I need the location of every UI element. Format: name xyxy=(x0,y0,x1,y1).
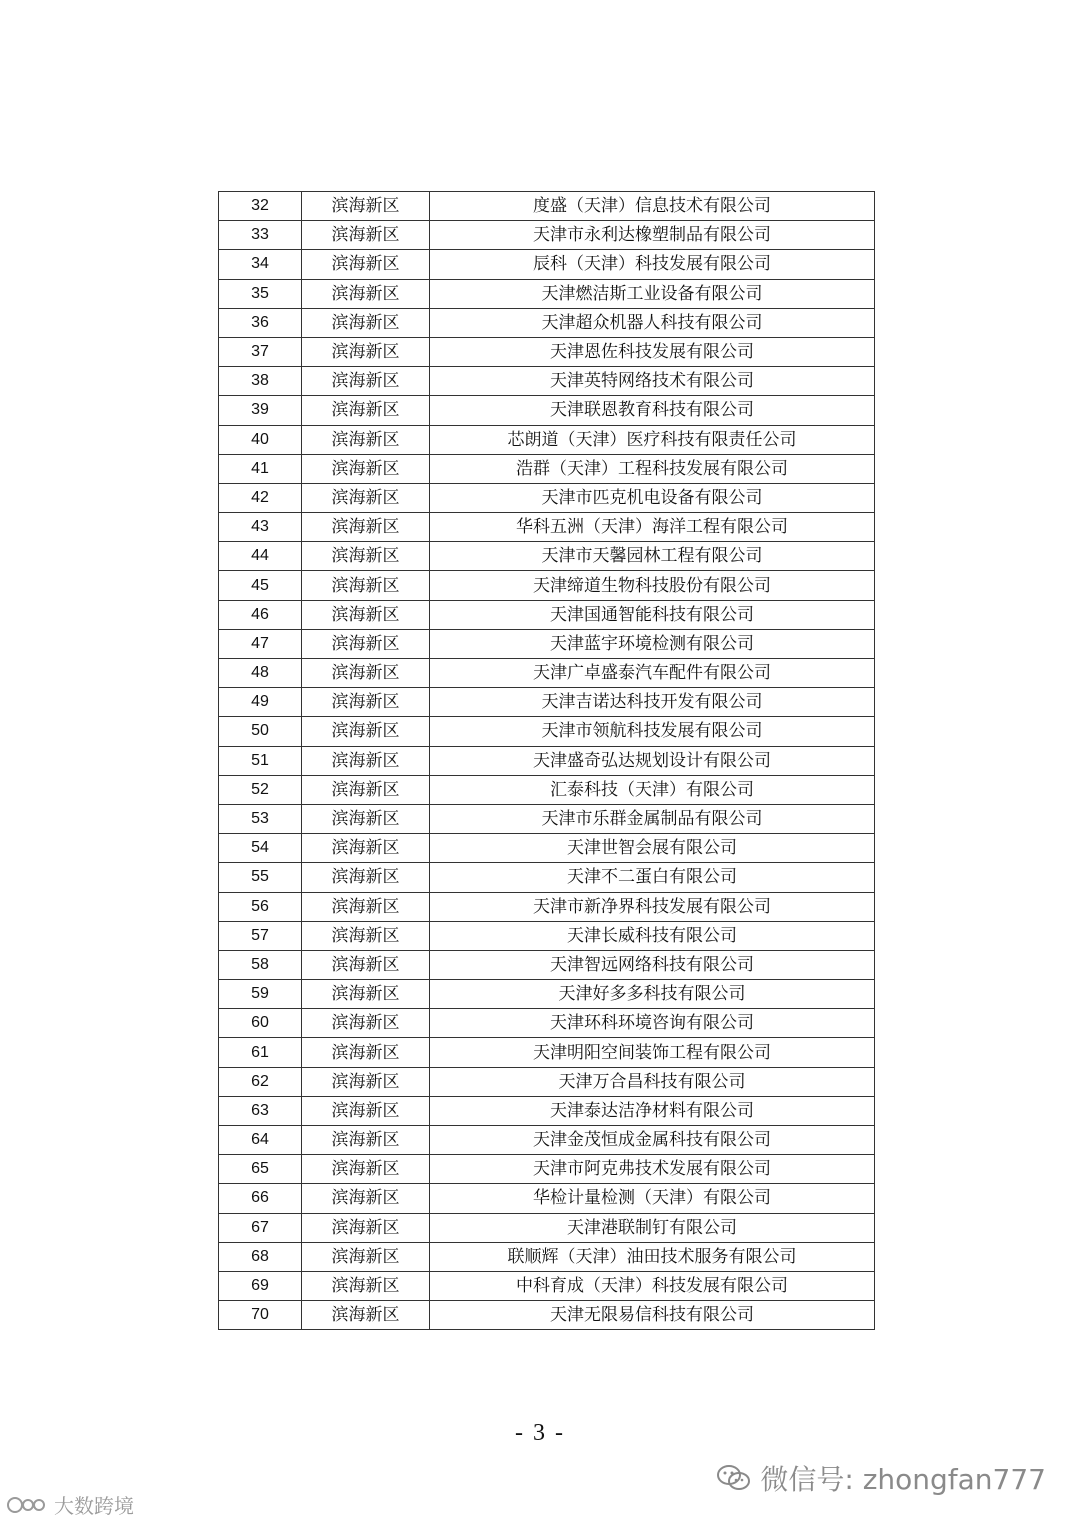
row-company: 天津长威科技有限公司 xyxy=(430,921,875,950)
row-district: 滨海新区 xyxy=(302,629,430,658)
row-district: 滨海新区 xyxy=(302,1301,430,1330)
row-company: 天津盛奇弘达规划设计有限公司 xyxy=(430,746,875,775)
table-row xyxy=(219,863,875,892)
row-number: 38 xyxy=(219,367,302,396)
table-row xyxy=(219,1184,875,1213)
row-company: 浩群（天津）工程科技发展有限公司 xyxy=(430,454,875,483)
row-company: 天津市乐群金属制品有限公司 xyxy=(430,804,875,833)
table-row xyxy=(219,571,875,600)
row-company: 汇泰科技（天津）有限公司 xyxy=(430,775,875,804)
row-district: 滨海新区 xyxy=(302,454,430,483)
row-district: 滨海新区 xyxy=(302,337,430,366)
row-company: 天津缔道生物科技股份有限公司 xyxy=(430,571,875,600)
row-number: 34 xyxy=(219,250,302,279)
row-company: 天津市阿克弗技术发展有限公司 xyxy=(430,1155,875,1184)
row-district: 滨海新区 xyxy=(302,804,430,833)
row-company: 天津市天馨园林工程有限公司 xyxy=(430,542,875,571)
table-row xyxy=(219,659,875,688)
row-company: 天津万合昌科技有限公司 xyxy=(430,1067,875,1096)
table-row xyxy=(219,688,875,717)
row-number: 59 xyxy=(219,980,302,1009)
row-district: 滨海新区 xyxy=(302,513,430,542)
row-company: 联顺辉（天津）油田技术服务有限公司 xyxy=(430,1242,875,1271)
row-number: 56 xyxy=(219,892,302,921)
row-number: 65 xyxy=(219,1155,302,1184)
table-row xyxy=(219,367,875,396)
row-number: 53 xyxy=(219,804,302,833)
row-district: 滨海新区 xyxy=(302,1038,430,1067)
row-district: 滨海新区 xyxy=(302,192,430,221)
row-district: 滨海新区 xyxy=(302,1126,430,1155)
table-row xyxy=(219,425,875,454)
row-district: 滨海新区 xyxy=(302,921,430,950)
row-company: 华科五洲（天津）海洋工程有限公司 xyxy=(430,513,875,542)
table-row xyxy=(219,1301,875,1330)
row-company: 天津港联制钉有限公司 xyxy=(430,1213,875,1242)
row-number: 58 xyxy=(219,950,302,979)
row-number: 69 xyxy=(219,1271,302,1300)
table-row xyxy=(219,250,875,279)
table-row xyxy=(219,221,875,250)
row-number: 61 xyxy=(219,1038,302,1067)
row-district: 滨海新区 xyxy=(302,1067,430,1096)
table-row xyxy=(219,1213,875,1242)
table-row xyxy=(219,1242,875,1271)
row-number: 45 xyxy=(219,571,302,600)
row-number: 70 xyxy=(219,1301,302,1330)
table-row xyxy=(219,950,875,979)
row-company: 中科育成（天津）科技发展有限公司 xyxy=(430,1271,875,1300)
row-district: 滨海新区 xyxy=(302,1009,430,1038)
row-number: 48 xyxy=(219,659,302,688)
row-company: 天津市新净界科技发展有限公司 xyxy=(430,892,875,921)
row-company: 天津燃洁斯工业设备有限公司 xyxy=(430,279,875,308)
row-district: 滨海新区 xyxy=(302,834,430,863)
table-row xyxy=(219,980,875,1009)
table-row xyxy=(219,308,875,337)
row-district: 滨海新区 xyxy=(302,221,430,250)
row-number: 41 xyxy=(219,454,302,483)
row-district: 滨海新区 xyxy=(302,950,430,979)
row-company: 度盛（天津）信息技术有限公司 xyxy=(430,192,875,221)
row-number: 67 xyxy=(219,1213,302,1242)
table-row xyxy=(219,454,875,483)
table-row xyxy=(219,892,875,921)
table-row xyxy=(219,483,875,512)
row-company: 天津明阳空间装饰工程有限公司 xyxy=(430,1038,875,1067)
row-number: 37 xyxy=(219,337,302,366)
row-number: 43 xyxy=(219,513,302,542)
table-row xyxy=(219,717,875,746)
row-district: 滨海新区 xyxy=(302,396,430,425)
row-district: 滨海新区 xyxy=(302,1096,430,1125)
row-district: 滨海新区 xyxy=(302,425,430,454)
row-number: 50 xyxy=(219,717,302,746)
table-row xyxy=(219,542,875,571)
row-number: 68 xyxy=(219,1242,302,1271)
row-district: 滨海新区 xyxy=(302,863,430,892)
row-district: 滨海新区 xyxy=(302,980,430,1009)
table-row xyxy=(219,1038,875,1067)
row-company: 天津蓝宇环境检测有限公司 xyxy=(430,629,875,658)
wechat-icon xyxy=(716,1463,752,1493)
row-company: 天津吉诺达科技开发有限公司 xyxy=(430,688,875,717)
row-company: 辰科（天津）科技发展有限公司 xyxy=(430,250,875,279)
row-number: 42 xyxy=(219,483,302,512)
row-number: 49 xyxy=(219,688,302,717)
row-number: 51 xyxy=(219,746,302,775)
row-number: 35 xyxy=(219,279,302,308)
row-district: 滨海新区 xyxy=(302,279,430,308)
table-row xyxy=(219,1155,875,1184)
row-company: 天津超众机器人科技有限公司 xyxy=(430,308,875,337)
row-company: 天津市永利达橡塑制品有限公司 xyxy=(430,221,875,250)
row-number: 62 xyxy=(219,1067,302,1096)
row-district: 滨海新区 xyxy=(302,659,430,688)
row-district: 滨海新区 xyxy=(302,1155,430,1184)
row-company: 天津无限易信科技有限公司 xyxy=(430,1301,875,1330)
row-district: 滨海新区 xyxy=(302,600,430,629)
brand-watermark xyxy=(6,1490,134,1519)
row-district: 滨海新区 xyxy=(302,542,430,571)
table-row xyxy=(219,279,875,308)
row-number: 46 xyxy=(219,600,302,629)
table-row xyxy=(219,396,875,425)
row-company: 天津好多多科技有限公司 xyxy=(430,980,875,1009)
brand-text: 大数跨境 xyxy=(54,1494,134,1518)
row-number: 33 xyxy=(219,221,302,250)
row-company: 华检计量检测（天津）有限公司 xyxy=(430,1184,875,1213)
row-district: 滨海新区 xyxy=(302,308,430,337)
row-number: 54 xyxy=(219,834,302,863)
weibo-icon xyxy=(6,1493,46,1517)
row-district: 滨海新区 xyxy=(302,1271,430,1300)
row-number: 47 xyxy=(219,629,302,658)
row-company: 天津环科环境咨询有限公司 xyxy=(430,1009,875,1038)
page-number: - 3 - xyxy=(515,1420,565,1446)
row-company: 天津恩佐科技发展有限公司 xyxy=(430,337,875,366)
table-row xyxy=(219,775,875,804)
row-district: 滨海新区 xyxy=(302,367,430,396)
wechat-id-text: 微信号: zhongfan777 xyxy=(760,1463,1046,1496)
row-district: 滨海新区 xyxy=(302,688,430,717)
row-company: 芯朗道（天津）医疗科技有限责任公司 xyxy=(430,425,875,454)
row-number: 63 xyxy=(219,1096,302,1125)
row-company: 天津英特网络技术有限公司 xyxy=(430,367,875,396)
table-row xyxy=(219,629,875,658)
table-row xyxy=(219,1067,875,1096)
row-company: 天津世智会展有限公司 xyxy=(430,834,875,863)
row-company: 天津联恩教育科技有限公司 xyxy=(430,396,875,425)
table-row xyxy=(219,834,875,863)
table-row xyxy=(219,1126,875,1155)
row-district: 滨海新区 xyxy=(302,250,430,279)
row-district: 滨海新区 xyxy=(302,1184,430,1213)
row-company: 天津金茂恒成金属科技有限公司 xyxy=(430,1126,875,1155)
table-body xyxy=(219,192,875,1330)
row-company: 天津市领航科技发展有限公司 xyxy=(430,717,875,746)
row-district: 滨海新区 xyxy=(302,775,430,804)
table-row xyxy=(219,513,875,542)
row-company: 天津泰达洁净材料有限公司 xyxy=(430,1096,875,1125)
row-number: 57 xyxy=(219,921,302,950)
wechat-watermark xyxy=(716,1458,1046,1498)
row-company: 天津广卓盛泰汽车配件有限公司 xyxy=(430,659,875,688)
row-company: 天津不二蛋白有限公司 xyxy=(430,863,875,892)
row-district: 滨海新区 xyxy=(302,1213,430,1242)
table-row xyxy=(219,192,875,221)
row-district: 滨海新区 xyxy=(302,571,430,600)
row-number: 52 xyxy=(219,775,302,804)
row-district: 滨海新区 xyxy=(302,1242,430,1271)
row-number: 60 xyxy=(219,1009,302,1038)
row-number: 55 xyxy=(219,863,302,892)
row-number: 32 xyxy=(219,192,302,221)
row-district: 滨海新区 xyxy=(302,892,430,921)
row-number: 39 xyxy=(219,396,302,425)
row-number: 40 xyxy=(219,425,302,454)
row-district: 滨海新区 xyxy=(302,483,430,512)
table-row xyxy=(219,1009,875,1038)
row-district: 滨海新区 xyxy=(302,746,430,775)
row-company: 天津市匹克机电设备有限公司 xyxy=(430,483,875,512)
table-row xyxy=(219,921,875,950)
row-company: 天津国通智能科技有限公司 xyxy=(430,600,875,629)
row-district: 滨海新区 xyxy=(302,717,430,746)
row-company: 天津智远网络科技有限公司 xyxy=(430,950,875,979)
table-row xyxy=(219,804,875,833)
table-row xyxy=(219,600,875,629)
table-row xyxy=(219,1271,875,1300)
row-number: 66 xyxy=(219,1184,302,1213)
company-list-table xyxy=(218,191,875,1330)
table-row xyxy=(219,1096,875,1125)
row-number: 44 xyxy=(219,542,302,571)
row-number: 36 xyxy=(219,308,302,337)
row-number: 64 xyxy=(219,1126,302,1155)
table-row xyxy=(219,337,875,366)
table-row xyxy=(219,746,875,775)
